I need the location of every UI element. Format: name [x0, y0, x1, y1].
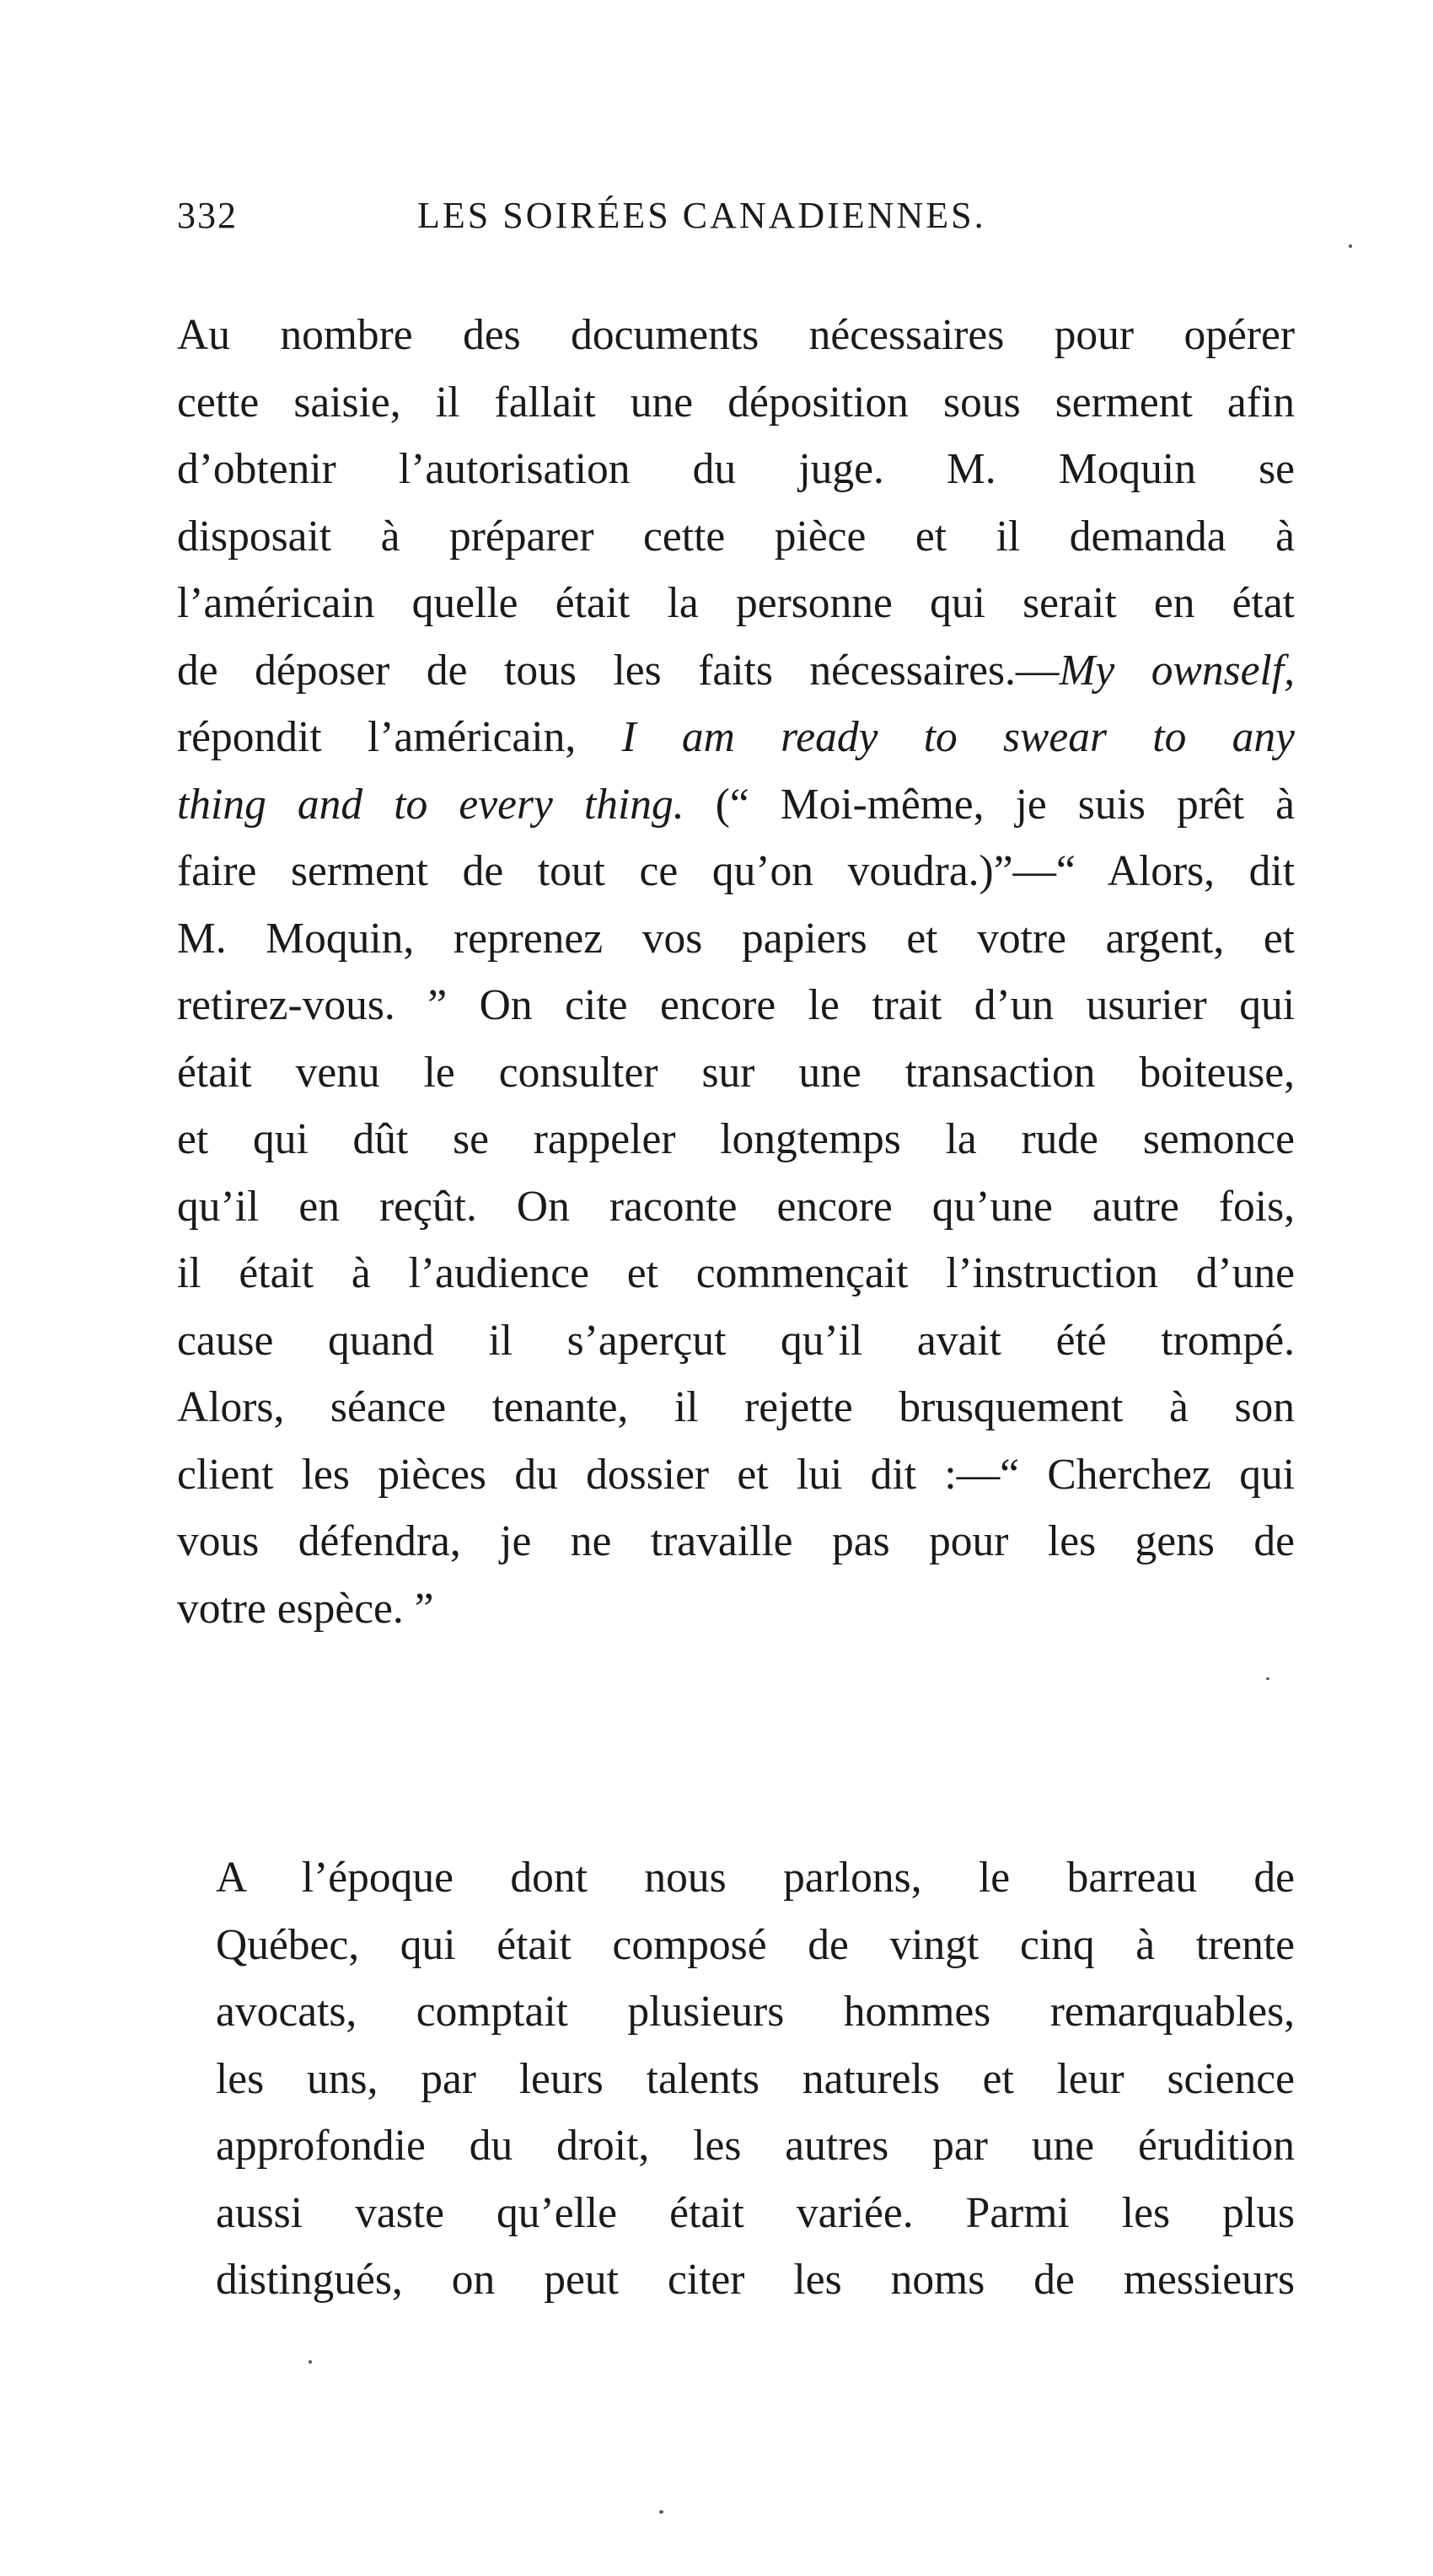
text-line: l’américain quelle était la personne qui serait en état [177, 579, 1295, 627]
text-line [177, 637, 1295, 705]
paragraph-1 [177, 302, 1295, 1642]
text-line: Québec, qui était composé de vingt cinq à trente [216, 1920, 1295, 1969]
text-run: répondit l’américain, [177, 713, 622, 761]
text-line: retirez-vous. ” On cite encore le trait d’un usurier qui [177, 981, 1295, 1029]
italic-phrase: thing and to every thing. [177, 780, 684, 829]
text-line: était venu le consulter sur une transaction boiteuse, [177, 1048, 1295, 1097]
text-line: cette saisie, il fallait une déposition sous serment afin [177, 378, 1295, 427]
paper-speck [659, 2510, 663, 2514]
text-line: les uns, par leurs talents naturels et leur science [216, 2054, 1295, 2103]
italic-phrase: I am ready to swear to any [621, 713, 1295, 761]
paper-speck [309, 2360, 312, 2364]
text-line [177, 771, 1295, 839]
text-line: faire serment de tout ce qu’on voudra.)”—“ Alors, dit [177, 847, 1295, 895]
text-line: cause quand il s’aperçut qu’il avait été trompé. [177, 1316, 1295, 1365]
text-line: d’obtenir l’autorisation du juge. M. Moquin se [177, 445, 1295, 493]
text-line: client les pièces du dossier et lui dit :—“ Cherchez qui [177, 1450, 1295, 1499]
text-line: disposait à préparer cette pièce et il demanda à [177, 512, 1295, 561]
text-run: de déposer de tous les faits nécessaires.— [177, 646, 1060, 695]
text-line: Alors, séance tenante, il rejette brusquement à son [177, 1383, 1295, 1431]
running-head [177, 194, 1290, 244]
text-line: avocats, comptait plusieurs hommes remarquables, [216, 1988, 1295, 2036]
running-title: LES SOIRÉES CANADIENNES. [417, 195, 986, 236]
text-line: qu’il en reçût. On raconte encore qu’une autre fois, [177, 1182, 1295, 1231]
text-line: il était à l’audience et commençait l’instruction d’une [177, 1249, 1295, 1297]
text-line: distingués, on peut citer les noms de messieurs [216, 2256, 1295, 2304]
text-run: (“ Moi-même, je suis prêt à [684, 780, 1295, 829]
text-line: aussi vaste qu’elle était variée. Parmi les plus [216, 2188, 1295, 2237]
page-number: 332 [177, 195, 238, 236]
text-line: Au nombre des documents nécessaires pour opérer [177, 311, 1295, 359]
text-line [177, 704, 1295, 771]
text-line: et qui dût se rappeler longtemps la rude semonce [177, 1115, 1295, 1163]
text-line: vous défendra, je ne travaille pas pour les gens de [177, 1517, 1295, 1565]
text-line: A l’époque dont nous parlons, le barreau de [216, 1854, 1295, 1902]
text-line: approfondie du droit, les autres par une érudition [216, 2122, 1295, 2170]
paper-speck [1266, 1677, 1269, 1680]
paper-speck [1349, 244, 1352, 248]
italic-phrase: My ownself, [1059, 646, 1295, 695]
paragraph-2 [177, 1844, 1295, 2314]
text-line: votre espèce. ” [177, 1584, 434, 1633]
text-line: M. Moquin, reprenez vos papiers et votre argent, et [177, 914, 1295, 963]
